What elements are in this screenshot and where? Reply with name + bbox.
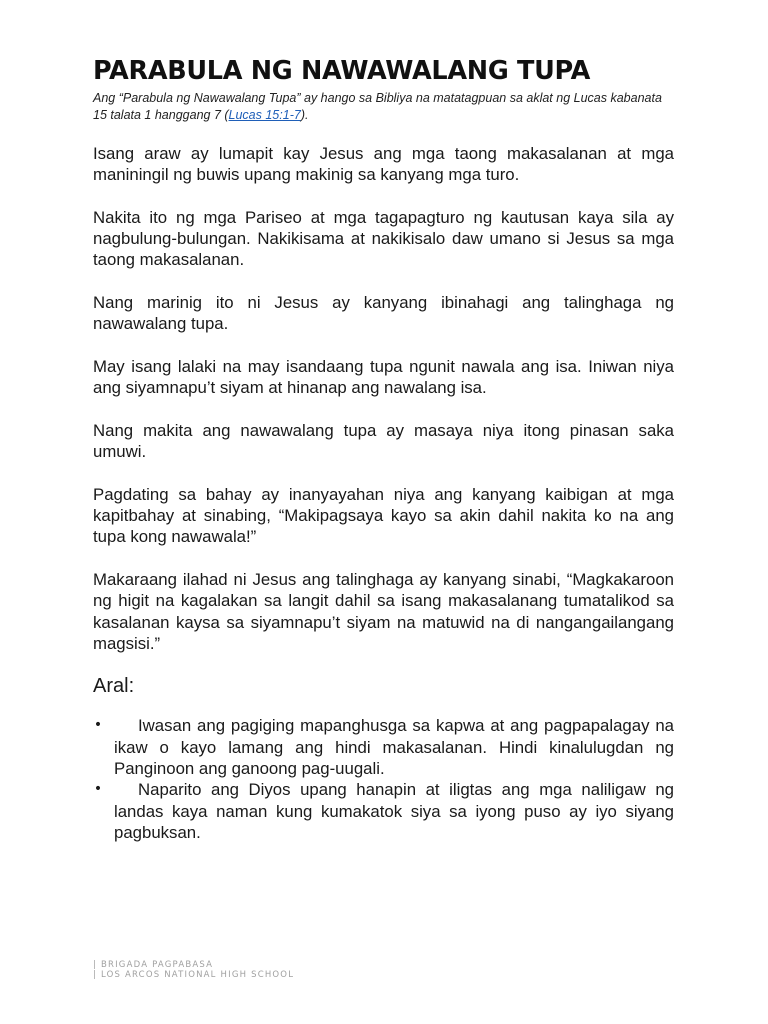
story-paragraph: Pagdating sa bahay ay inanyayahan niya ang kanyang kaibigan at mga kapitbahay at sinabing, “Makipagsaya kayo sa akin dahil nakita ko na ang tupa kong nawawala!” (93, 484, 674, 547)
story-paragraph: Nang makita ang nawawalang tupa ay masaya niya itong pinasan saka umuwi. (93, 420, 674, 462)
aral-item-text: Iwasan ang pagiging mapanghusga sa kapwa at ang pagpapalagay na ikaw o kayo lamang ang hindi makasalanan. Hindi kinalulugdan ng Panginoon ang ganoong pag-uugali. (114, 716, 674, 779)
story-body (93, 143, 674, 843)
page-footer (93, 960, 294, 980)
story-paragraph: Makaraang ilahad ni Jesus ang talinghaga ay kanyang sinabi, “Magkakaroon ng higit na kagalakan sa langit dahil sa isang makasalanang tumatalikod sa kasalanan kaysa sa siyamnapu’t siyam na matuwid na di nangangailangang magsisi.” (93, 569, 674, 653)
story-paragraph: Isang araw ay lumapit kay Jesus ang mga taong makasalanan at mga maniningil ng buwis upang makinig sa kanyang mga turo. (93, 144, 674, 185)
aral-heading: Aral: (93, 675, 135, 698)
subtitle-end: ). (300, 108, 309, 122)
list-item (93, 715, 674, 779)
document-page (93, 52, 674, 843)
story-paragraph: Nang marinig ito ni Jesus ay kanyang ibinahagi ang talinghaga ng nawawalang tupa. (93, 293, 674, 334)
subtitle-text: Ang “Parabula ng Nawawalang Tupa” ay hango sa Bibliya na matatagpuan sa aklat ng Lucas kabanata 15 talata 1 hanggang 7 ( (93, 91, 662, 122)
story-paragraph: May isang lalaki na may isandaang tupa ngunit nawala ang isa. Iniwan niya ang siyamnapu’t siyam at hinanap ang nawalang isa. (93, 356, 674, 398)
bullet-icon: • (93, 717, 103, 734)
aral-list (93, 715, 674, 843)
document-title: PARABULA NG NAWAWALANG TUPA (93, 56, 591, 86)
list-item (93, 779, 674, 843)
aral-item-text: Naparito ang Diyos upang hanapin at iligtas ang mga naliligaw ng landas kaya naman kung kumakatok siya sa iyong puso ay iyo siyang pagbuksan. (114, 780, 674, 842)
bible-reference-link[interactable]: Lucas 15:1-7 (228, 108, 301, 122)
footer-line-brigada: | BRIGADA PAGPABASA (93, 960, 214, 970)
bullet-icon: • (93, 781, 103, 798)
footer-line-school: | LOS ARCOS NATIONAL HIGH SCHOOL (93, 970, 295, 980)
story-paragraph: Nakita ito ng mga Pariseo at mga tagapagturo ng kautusan kaya sila ay nagbulung-bulungan. Nakikisama at nakikisalo daw umano si Jesus sa mga taong makasalanan. (93, 207, 674, 270)
document-subtitle (93, 90, 674, 124)
